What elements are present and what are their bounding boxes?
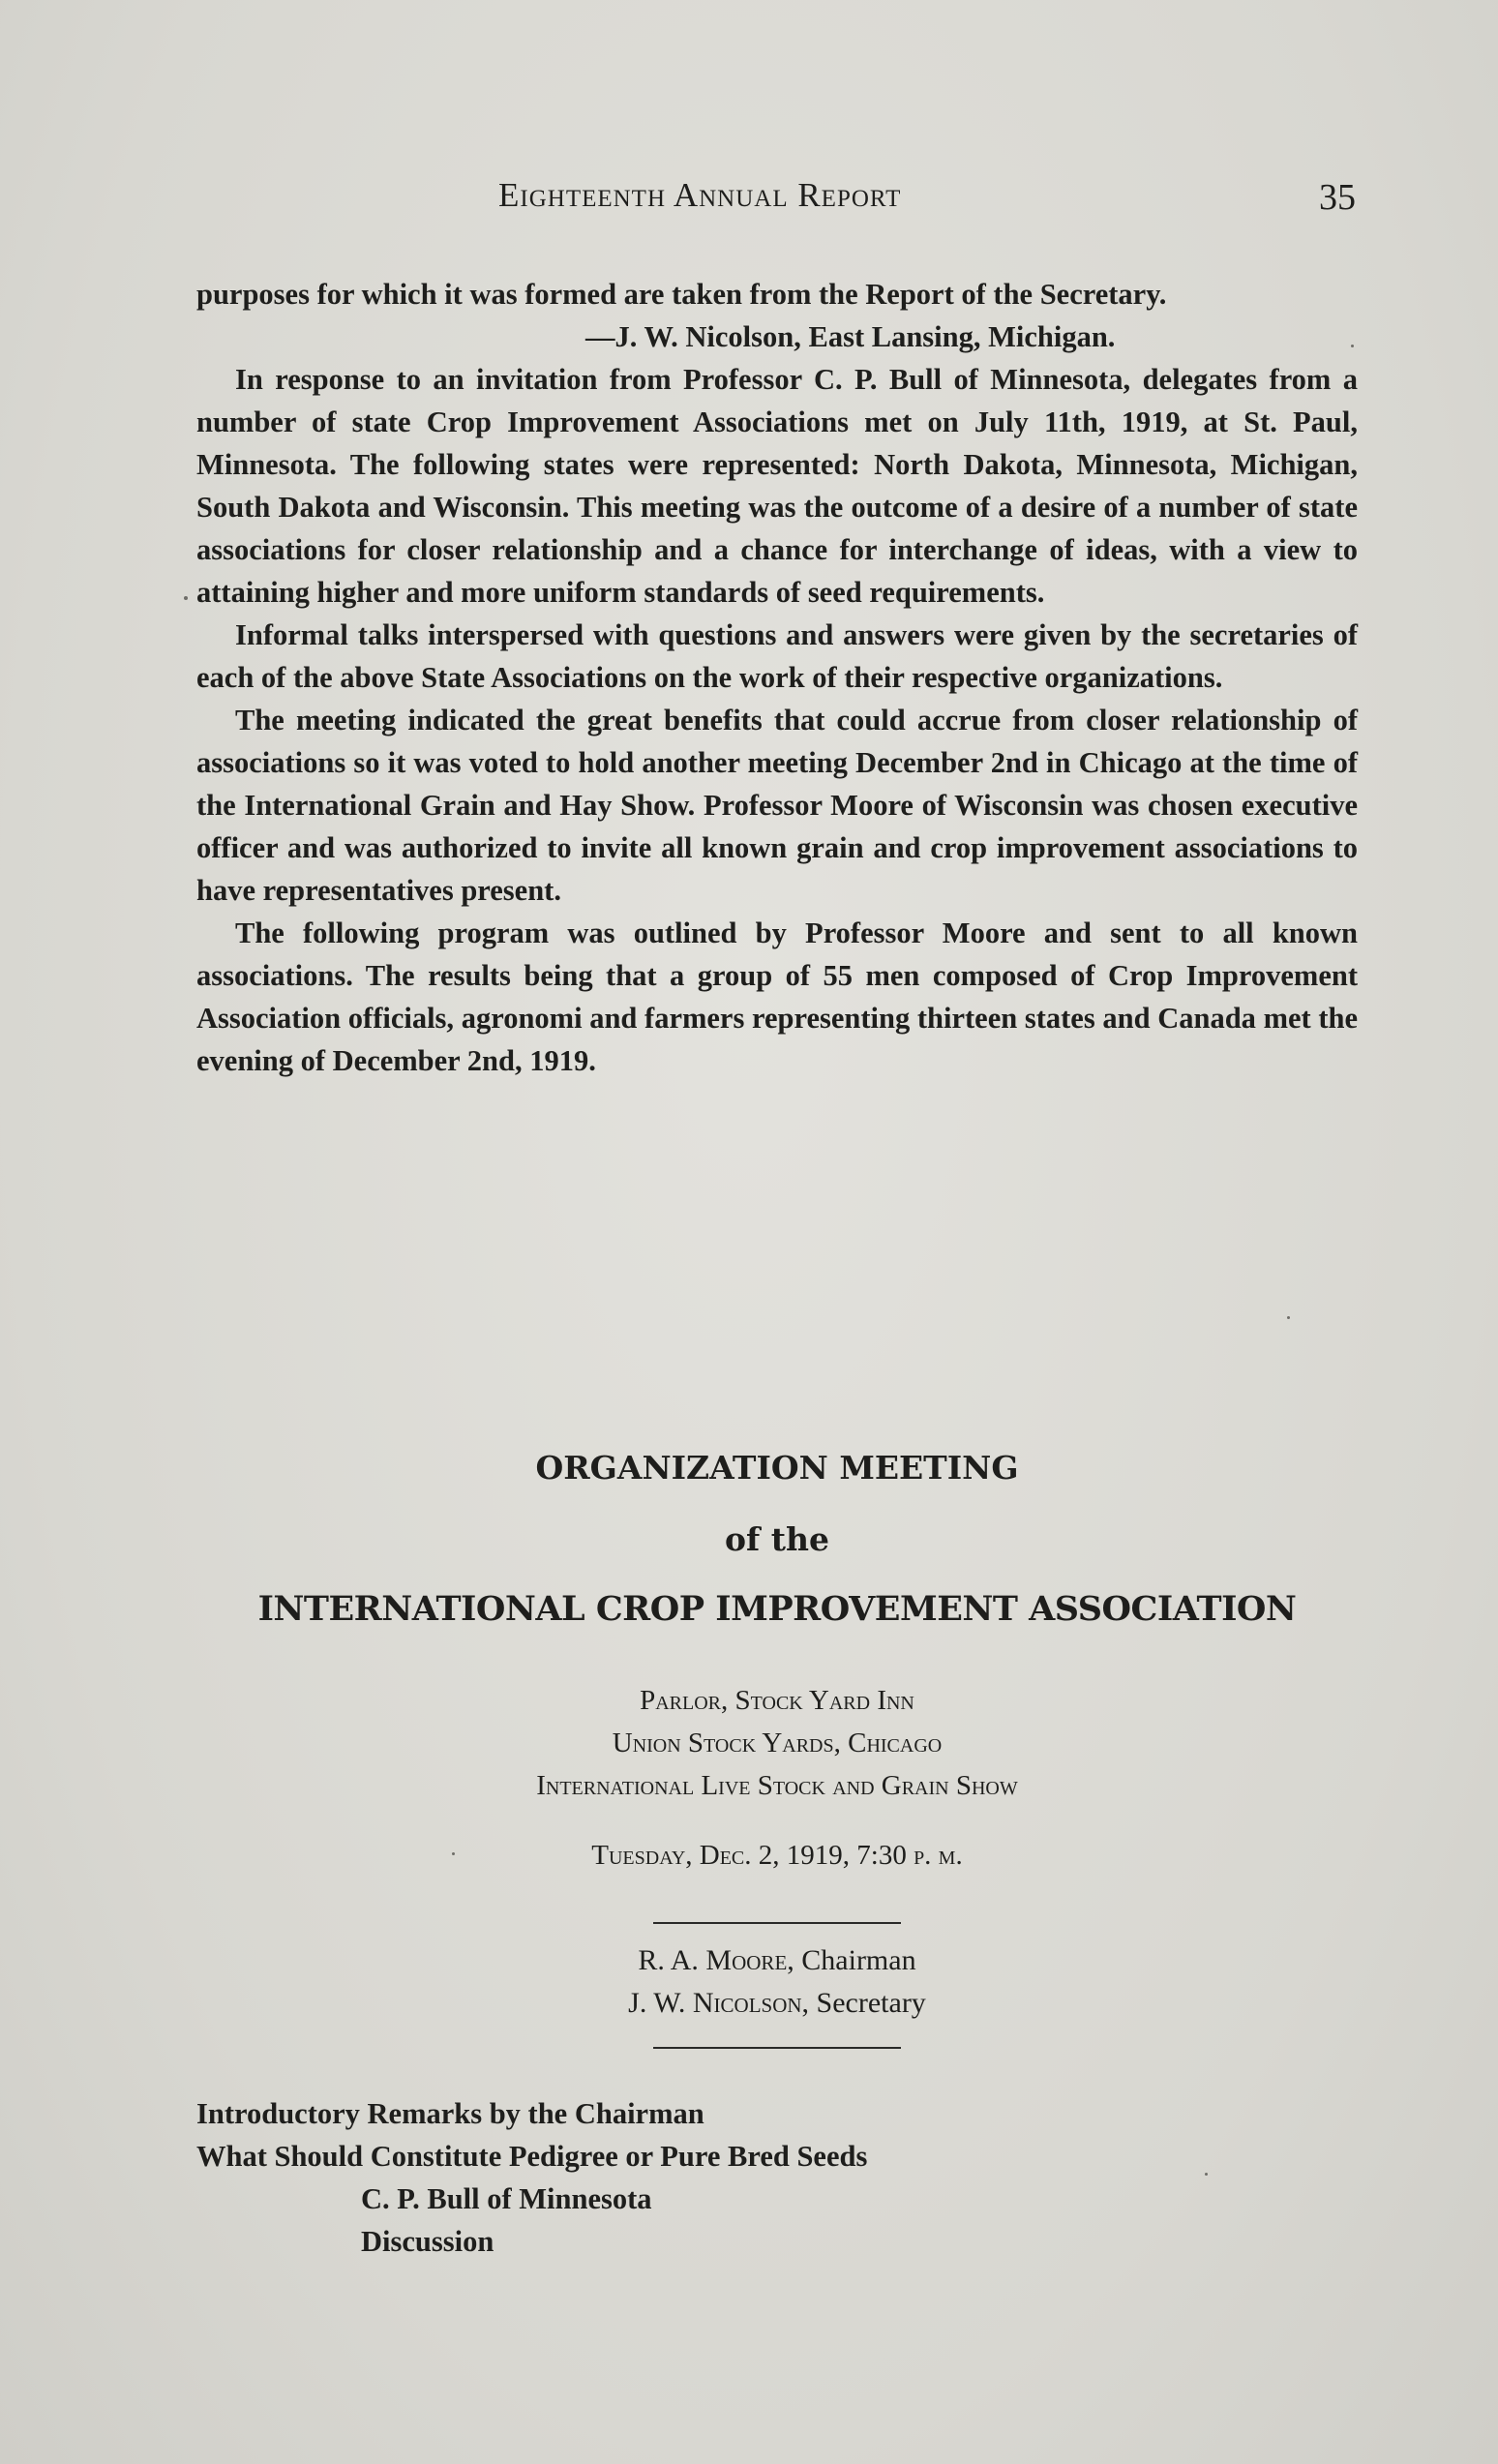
officer-secretary: [196, 1982, 1358, 2025]
paragraph: The following program was outlined by Professor Moore and sent to all known associations. The results being that a group of 55 men composed of Crop Improvement Association officials, agronomi and farmers representing thirteen states and Canada met the evening of December 2nd, 1919.: [196, 916, 1358, 1077]
officers-block: [196, 1939, 1358, 2025]
venue-line: International Live Stock and Grain Show: [536, 1770, 1018, 1801]
venue-block: [196, 1679, 1358, 1807]
body-text: [196, 273, 1358, 1082]
paragraph: Informal talks interspersed with questions and answers were given by the secretaries of each of the above State Associations on the work of their respective organizations.: [196, 618, 1358, 694]
officer-name: J. W. Nicolson,: [628, 1987, 810, 2019]
program-item: Introductory Remarks by the Chairman: [196, 2097, 704, 2130]
section-heading: [196, 1449, 1358, 1631]
program-discussion: Discussion: [361, 2225, 494, 2258]
scan-speck: [184, 596, 188, 600]
paragraph: In response to an invitation from Professor C. P. Bull of Minnesota, delegates from a number of state Crop Improvement Associations met on July 11th, 1919, at St. Paul, Minnesota. The following states were represented: North Dakota, Minnesota, Michigan, South Dakota and Wisconsin. This meeting was the outcome of a desire of a number of state associations for closer relationship and a chance for interchange of ideas, with a view to attaining higher and more uniform standards of seed requirements.: [196, 363, 1358, 609]
running-title: Eighteenth Annual Report: [498, 176, 902, 214]
program-list: [196, 2092, 1358, 2263]
program-speaker: C. P. Bull of Minnesota: [361, 2182, 652, 2215]
officer-name: R. A. Moore,: [638, 1944, 794, 1976]
page-number: 35: [1319, 177, 1356, 218]
heading-line: INTERNATIONAL CROP IMPROVEMENT ASSOCIATION: [257, 1589, 1297, 1629]
divider: [653, 2047, 901, 2049]
heading-line: ORGANIZATION MEETING: [535, 1449, 1019, 1487]
officer-title: Secretary: [816, 1987, 926, 2019]
attribution: —J. W. Nicolson, East Lansing, Michigan.: [585, 320, 1116, 353]
venue-line: Union Stock Yards, Chicago: [612, 1728, 943, 1758]
paragraph-continuation: purposes for which it was formed are taken from the Report of the Secretary.: [196, 278, 1167, 311]
running-head: [196, 176, 1358, 225]
scan-speck: [1287, 1316, 1290, 1319]
paragraph: The meeting indicated the great benefits that could accrue from closer relationship of associations so it was voted to hold another meeting December 2nd in Chicago at the time of the International Grain and Hay Show. Professor Moore of Wisconsin was chosen executive officer and was authorized to invite all known grain and crop improvement associations to have representatives present.: [196, 704, 1358, 907]
officer-title: Chairman: [801, 1944, 916, 1976]
program-item: What Should Constitute Pedigree or Pure Bred Seeds: [196, 2140, 868, 2173]
scan-speck: [1205, 2173, 1208, 2176]
divider: [653, 1922, 901, 1924]
heading-line: of the: [725, 1520, 829, 1558]
meeting-date: Tuesday, Dec. 2, 1919, 7:30 p. m.: [591, 1840, 963, 1871]
venue-line: Parlor, Stock Yard Inn: [640, 1685, 914, 1716]
scan-speck: [1351, 345, 1354, 347]
scan-speck: [452, 1852, 455, 1855]
officer-chairman: [196, 1939, 1358, 1982]
